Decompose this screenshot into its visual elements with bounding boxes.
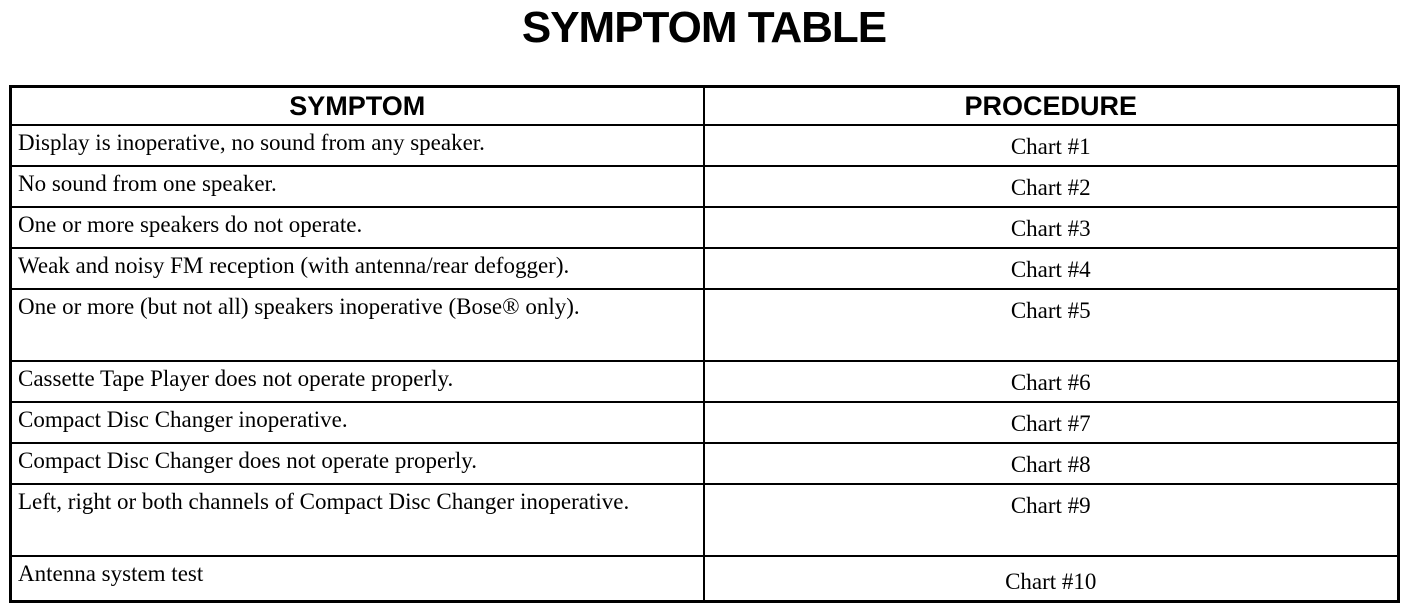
procedure-cell: Chart #2: [704, 166, 1399, 207]
procedure-cell: Chart #5: [704, 289, 1399, 361]
procedure-cell: Chart #6: [704, 361, 1399, 402]
procedure-column-header: PROCEDURE: [704, 87, 1399, 126]
procedure-cell: Chart #9: [704, 484, 1399, 556]
symptom-cell: Cassette Tape Player does not operate properly.: [11, 361, 704, 402]
table-row: [11, 166, 1399, 207]
procedure-cell: Chart #8: [704, 443, 1399, 484]
symptom-cell: Compact Disc Changer does not operate properly.: [11, 443, 704, 484]
table-row: [11, 207, 1399, 248]
symptom-cell: Display is inoperative, no sound from any speaker.: [11, 125, 704, 166]
symptom-cell: One or more (but not all) speakers inoperative (Bose® only).: [11, 289, 704, 361]
symptom-cell: No sound from one speaker.: [11, 166, 704, 207]
symptom-cell: Antenna system test: [11, 556, 704, 602]
symptom-table: [9, 85, 1400, 603]
table-row: [11, 289, 1399, 361]
table-row: [11, 361, 1399, 402]
table-row: [11, 248, 1399, 289]
table-row: [11, 402, 1399, 443]
symptom-cell: Compact Disc Changer inoperative.: [11, 402, 704, 443]
symptom-column-header: SYMPTOM: [11, 87, 704, 126]
procedure-cell: Chart #10: [704, 556, 1399, 602]
table-row: [11, 443, 1399, 484]
procedure-cell: Chart #3: [704, 207, 1399, 248]
symptom-cell: One or more speakers do not operate.: [11, 207, 704, 248]
table-header-row: [11, 87, 1399, 126]
procedure-cell: Chart #7: [704, 402, 1399, 443]
table-row: [11, 556, 1399, 602]
symptom-cell: Left, right or both channels of Compact Disc Changer inoperative.: [11, 484, 704, 556]
procedure-cell: Chart #1: [704, 125, 1399, 166]
procedure-cell: Chart #4: [704, 248, 1399, 289]
table-row: [11, 125, 1399, 166]
table-row: [11, 484, 1399, 556]
page-title: SYMPTOM TABLE: [521, 3, 887, 52]
symptom-cell: Weak and noisy FM reception (with antenna/rear defogger).: [11, 248, 704, 289]
